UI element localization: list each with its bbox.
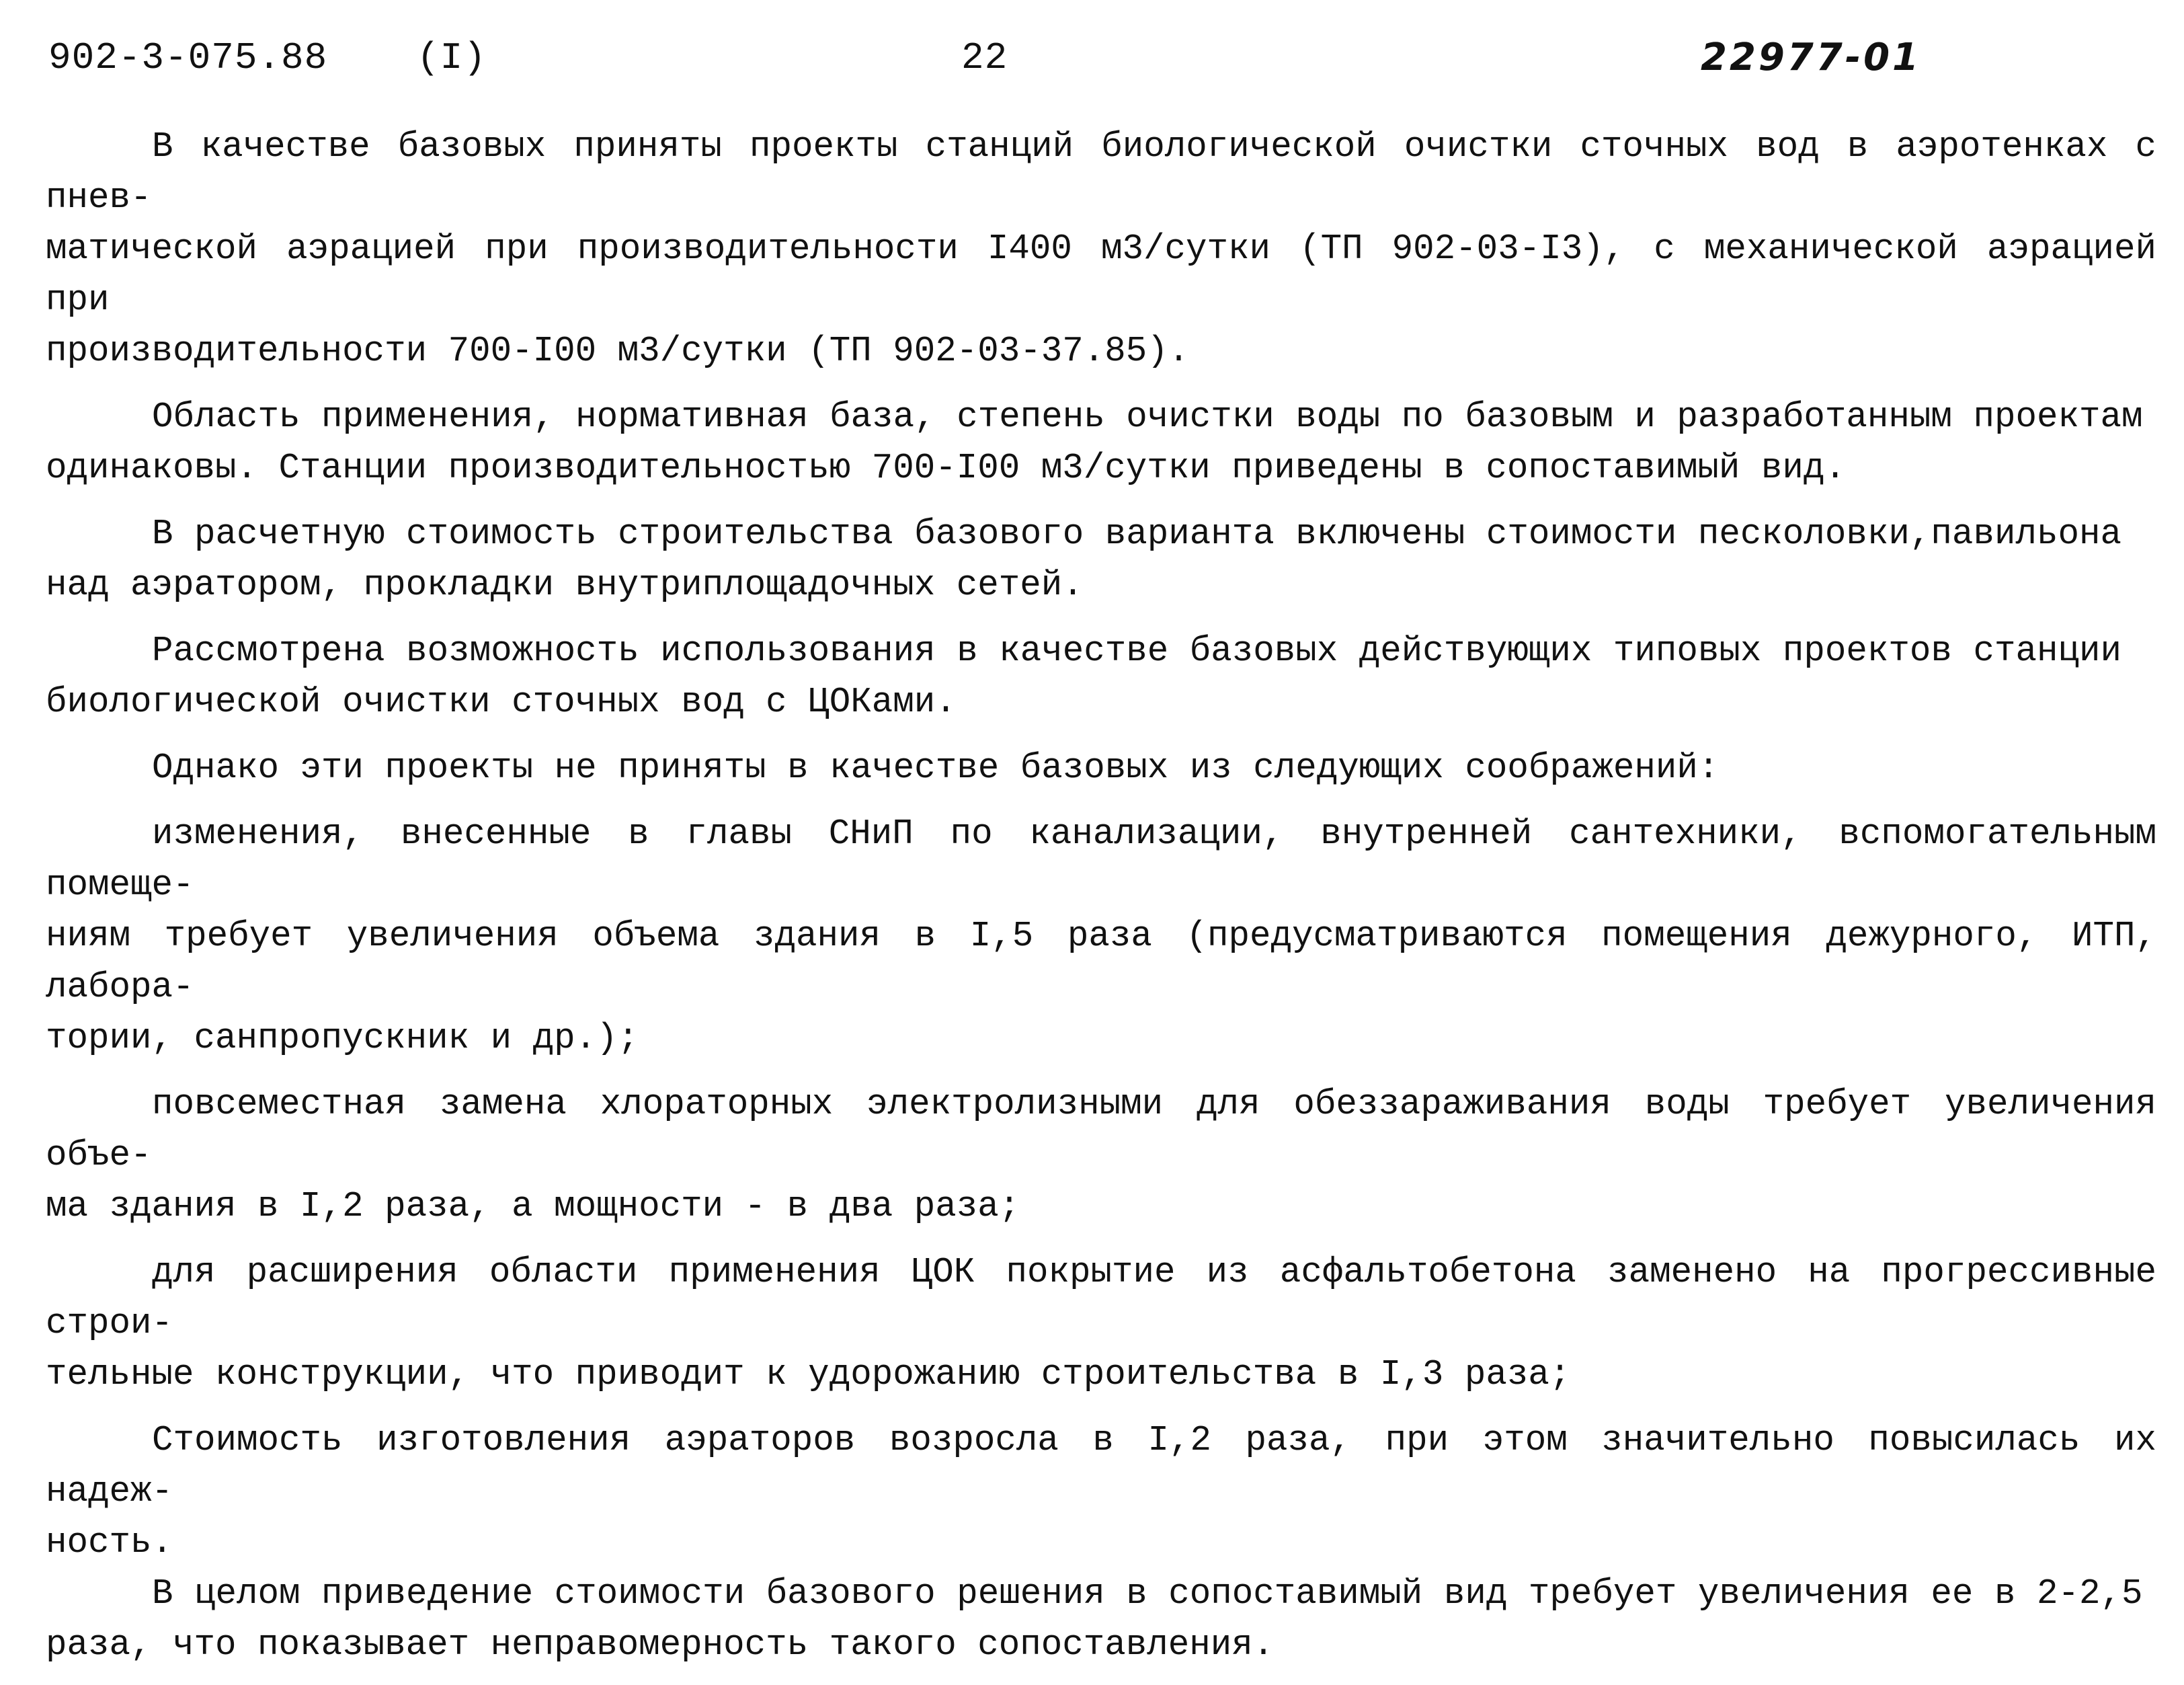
- paragraph-reason-electrolysis: повсеместная замена хлораторных электролизными для обеззараживания воды требует увеличения объе- ма здания в I,2 раза, а мощности - в два раза;: [46, 1084, 2156, 1226]
- inventory-number: 22977-01: [1701, 36, 1921, 79]
- paragraph-estimated-cost: В расчетную стоимость строительства базового варианта включены стоимости песколовки,павильона над аэратором, прокладки внутриплощадочных сетей.: [46, 514, 2121, 605]
- paragraph-reason-structures: для расширения области применения ЦОК покрытие из асфальтобетона заменено на прогрессивные строи- тельные конструкции, что приводит к удорожанию строительства в I,3 раза;: [46, 1252, 2156, 1395]
- paragraph-reason-snip: изменения, внесенные в главы СНиП по канализации, внутренней сантехники, вспомогательным помеще- ниям требует увеличения объема здания в I,5 раза (предусматриваются помещения дежурного, ИТП, лабора- тории, санпропускник и др.);: [46, 814, 2156, 1058]
- paragraph-conclusion: В целом приведение стоимости базового решения в сопоставимый вид требует увеличения ее в 2-2,5 раза, что показывает неправомерность такого сопоставления.: [46, 1573, 2143, 1665]
- issue-number: (I): [417, 36, 487, 79]
- page-number: 22: [961, 36, 1008, 79]
- paragraph-scope: Область применения, нормативная база, степень очистки воды по базовым и разработанным проектам одинаковы. Станции производительностью 700-I00 м3/сутки приведены в сопоставимый вид.: [46, 397, 2143, 488]
- paragraph-reasons-intro: Однако эти проекты не приняты в качестве базовых из следующих соображений:: [152, 748, 1720, 788]
- paragraph-considered-projects: Рассмотрена возможность использования в качестве базовых действующих типовых проектов станции биологической очистки сточных вод с ЦОКами.: [46, 631, 2121, 722]
- document-body: [46, 121, 2156, 1685]
- paragraph-base-projects: В качестве базовых приняты проекты станций биологической очистки сточных вод в аэротенках с пнев- матической аэрацией при производительности I400 м3/сутки (ТП 902-03-I3), с механической аэрацией при производительности 700-I00 м3/сутки (ТП 902-03-37.85).: [46, 126, 2156, 371]
- document-code: 902-3-075.88: [48, 36, 328, 79]
- paragraph-aerator-cost: Стоимость изготовления аэраторов возросла в I,2 раза, при этом значительно повысилась их надеж- ность.: [46, 1420, 2156, 1563]
